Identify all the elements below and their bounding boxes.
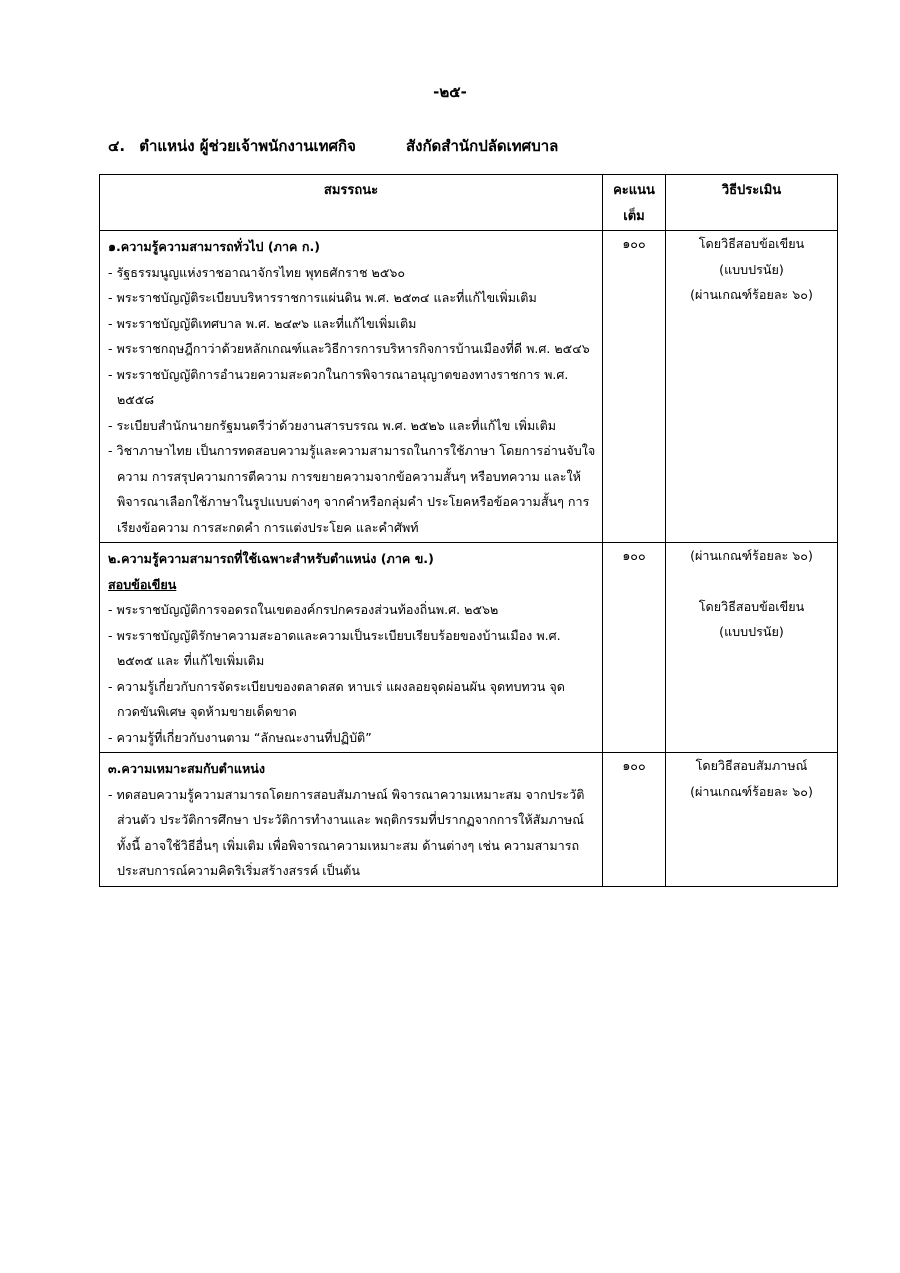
list-item: - ความรู้ที่เกี่ยวกับงานตาม “ลักษณะงานที่ปฏิบัติ” (108, 729, 372, 745)
table-header-row (100, 175, 838, 231)
position-heading (108, 134, 808, 158)
section3-competency-cell (100, 753, 603, 887)
section1-method (666, 231, 838, 543)
list-item: - วิชาภาษาไทย เป็นการทดสอบความรู้และความสามารถในการใช้ภาษา โดยการอ่านจับใจความ การสรุปความการตีความ การขยายความจากข้อความสั้นๆ หรือบทความ และให้พิจารณาเลือกใช้ภาษาในรูปแบบต่างๆ จากคำหรือกลุ่มคำ ประโยคหรือข้อความสั้นๆ การเรียงข้อความ การสะกดคำ การแต่งประโยค และคำศัพท์ (108, 443, 596, 535)
section2-method (666, 543, 838, 753)
heading-number: ๔. (108, 137, 126, 155)
table-row-section3 (100, 753, 838, 887)
method-spacer (666, 569, 837, 594)
section2-subtitle: สอบข้อเขียน (108, 576, 177, 592)
section1-method-line: (ผ่านเกณฑ์ร้อยละ ๖๐) (690, 287, 813, 302)
list-item: - รัฐธรรมนูญแห่งราชอาณาจักรไทย พุทธศักราช ๒๕๖๐ (108, 264, 406, 280)
table-row-section1 (100, 231, 838, 543)
list-item: - ความรู้เกี่ยวกับการจัดระเบียบของตลาดสด หาบเร่ แผงลอยจุดผ่อนผัน จุดทบทวน จุดกวดขันพิเศษ จุดห้ามขายเด็ดขาด (108, 678, 565, 719)
section2-competency-cell (100, 543, 603, 753)
section3-method (666, 753, 838, 887)
section3-method-line: (ผ่านเกณฑ์ร้อยละ ๖๐) (690, 783, 813, 799)
section2-method-line: (ผ่านเกณฑ์ร้อยละ ๖๐) (690, 548, 813, 563)
heading-position-title: ตำแหน่ง ผู้ช่วยเจ้าพนักงานเทศกิจ (139, 137, 356, 155)
section3-method-line: โดยวิธีสอบสัมภาษณ์ (695, 758, 808, 773)
list-item: - พระราชบัญญัติรักษาความสะอาดและความเป็นระเบียบเรียบร้อยของบ้านเมือง พ.ศ. ๒๕๓๕ และ ที่แก้ไขเพิ่มเติม (108, 627, 561, 668)
header-competency: สมรรถนะ (100, 175, 603, 231)
competency-table (99, 174, 838, 887)
section1-method-line: (แบบปรนัย) (719, 261, 784, 277)
section3-title: ๓.ความเหมาะสมกับตำแหน่ง (108, 761, 266, 776)
section2-method-line: (แบบปรนัย) (719, 624, 784, 639)
section3-score: ๑๐๐ (603, 753, 666, 887)
list-item: - พระราชบัญญัติการจอดรถในเขตองค์กรปกครองส่วนท้องถิ่นพ.ศ. ๒๕๖๒ (108, 602, 499, 617)
header-score-line2: เต็ม (623, 208, 645, 224)
section2-title: ๒.ความรู้ความสามารถที่ใช้เฉพาะสำหรับตำแหน่ง (ภาค ข.) (108, 551, 434, 566)
page-number: -๒๕- (433, 83, 467, 101)
table-row-section2 (100, 543, 838, 753)
list-item: - พระราชบัญญัติการอำนวยความสะดวกในการพิจารณาอนุญาตของทางราชการ พ.ศ. ๒๕๕๘ (108, 366, 569, 407)
section1-method-line: โดยวิธีสอบข้อเขียน (698, 236, 805, 251)
heading-organization: สังกัดสำนักปลัดเทศบาล (406, 137, 559, 155)
header-score (603, 175, 666, 231)
header-score-line1: คะแนน (613, 183, 655, 198)
section2-score: ๑๐๐ (603, 543, 666, 753)
section2-method-line: โดยวิธีสอบข้อเขียน (698, 598, 805, 614)
section1-score: ๑๐๐ (603, 231, 666, 543)
list-item: - พระราชกฤษฎีกาว่าด้วยหลักเกณฑ์และวิธีการการบริหารกิจการบ้านเมืองที่ดี พ.ศ. ๒๕๔๖ (108, 341, 590, 356)
list-item: - ทดสอบความรู้ความสามารถโดยการสอบสัมภาษณ์ พิจารณาความเหมาะสม จากประวัติส่วนตัว ประวัติการศึกษา ประวัติการทำงานและ พฤติกรรมที่ปรากฏจากการให้สัมภาษณ์ ทั้งนี้ อาจใช้วิธีอื่นๆ เพิ่มเติม เพื่อพิจารณาความเหมาะสม ด้านต่างๆ เช่น ความสามารถ ประสบการณ์ความคิดริเริ่มสร้างสรรค์ เป็นต้น (108, 786, 585, 878)
section1-title: ๑.ความรู้ความสามารถทั่วไป (ภาค ก.) (108, 239, 320, 254)
list-item: - ระเบียบสำนักนายกรัฐมนตรีว่าด้วยงานสารบรรณ พ.ศ. ๒๕๒๖ และที่แก้ไข เพิ่มเติม (108, 417, 557, 433)
list-item: - พระราชบัญญัติระเบียบบริหารราชการแผ่นดิน พ.ศ. ๒๕๓๔ และที่แก้ไขเพิ่มเติม (108, 290, 537, 305)
section1-competency-cell (100, 231, 603, 543)
header-method: วิธีประเมิน (666, 175, 838, 231)
list-item: - พระราชบัญญัติเทศบาล พ.ศ. ๒๔๙๖ และที่แก้ไขเพิ่มเติม (108, 315, 417, 331)
